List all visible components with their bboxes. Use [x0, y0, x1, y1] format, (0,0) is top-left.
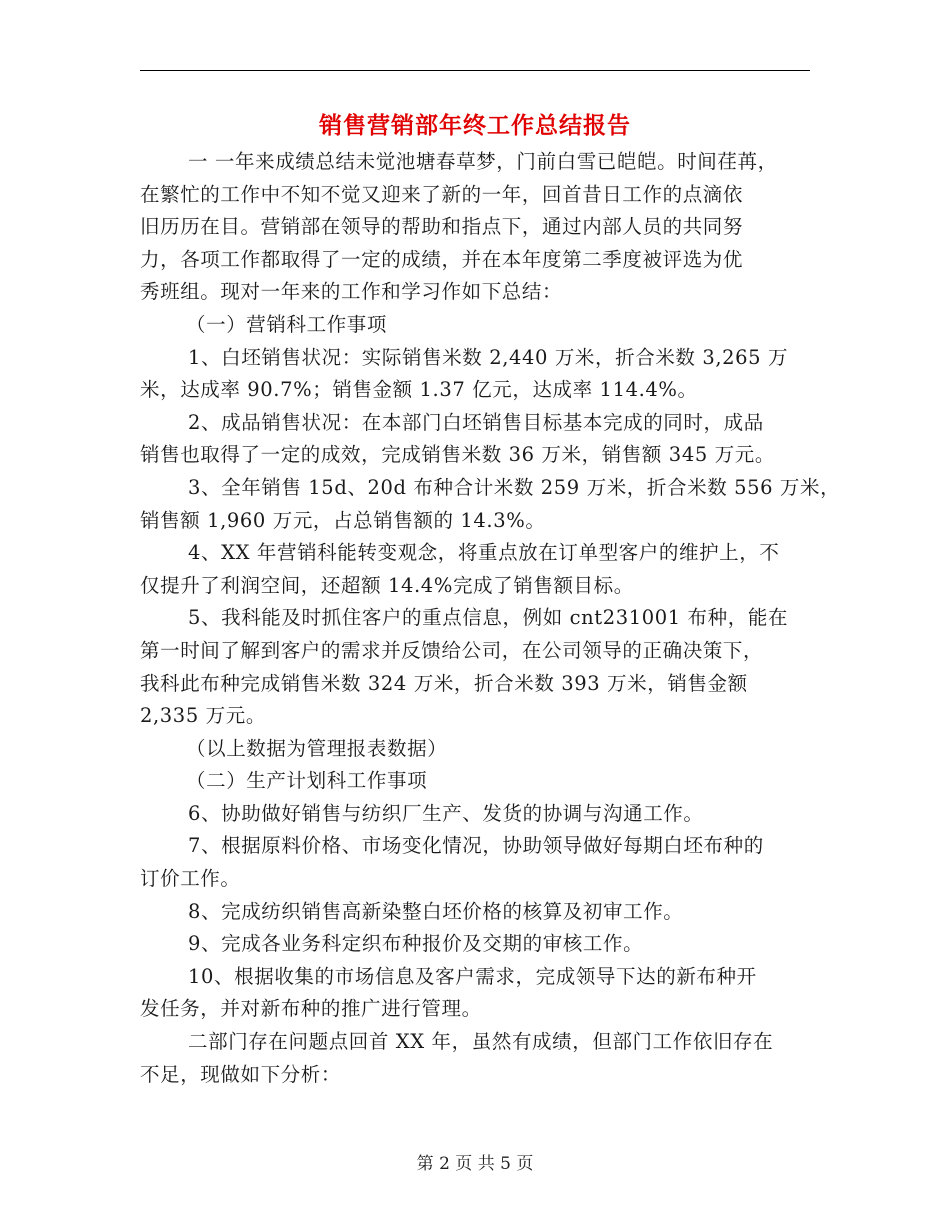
- body-line: 一 一年来成绩总结未觉池塘春草梦，门前白雪已皑皑。时间荏苒，: [188, 150, 778, 173]
- body-line: 4、XX 年营销科能转变观念，将重点放在订单型客户的维护上，不: [188, 541, 780, 565]
- body-line: （二）生产计划科工作事项: [186, 769, 428, 793]
- body-line: 8、完成纺织销售高新染整白坯价格的核算及初审工作。: [188, 899, 684, 923]
- body-line: 我科此布种完成销售米数 324 万米，折合米数 393 万米，销售金额: [140, 671, 748, 695]
- body-line: 秀班组。现对一年来的工作和学习作如下总结：: [140, 280, 563, 304]
- body-line: 2、成品销售状况：在本部门白坯销售目标基本完成的同时，成品: [188, 410, 764, 434]
- body-line: 发任务，并对新布种的推广进行管理。: [140, 997, 482, 1021]
- body-line: 不足，现做如下分析：: [140, 1062, 342, 1086]
- body-line: 旧历历在目。营销部在领导的帮助和指点下，通过内部人员的共同努: [140, 215, 744, 239]
- body-line: （以上数据为管理报表数据）: [186, 736, 448, 760]
- body-line: 3、全年销售 15d、20d 布种合计米数 259 万米，折合米数 556 万米，: [188, 475, 841, 499]
- body-line: 5、我科能及时抓住客户的重点信息，例如 cnt231001 布种，能在: [188, 606, 789, 630]
- page-number-footer: 第 2 页 共 5 页: [416, 1154, 534, 1174]
- document-title: 销售营销部年终工作总结报告: [319, 113, 631, 139]
- body-line: 二部门存在问题点回首 XX 年，虽然有成绩，但部门工作依旧存在: [188, 1030, 774, 1054]
- body-line: 6、协助做好销售与纺织厂生产、发货的协调与沟通工作。: [188, 801, 704, 825]
- body-line: 销售也取得了一定的成效，完成销售米数 36 万米，销售额 345 万元。: [140, 443, 775, 467]
- body-line: （一）营销科工作事项: [186, 312, 388, 336]
- body-line: 订价工作。: [140, 867, 241, 891]
- document-body: [140, 146, 841, 1091]
- body-line: 9、完成各业务科定织布种报价及交期的审核工作。: [188, 932, 644, 956]
- body-line: 仅提升了利润空间，还超额 14.4%完成了销售额目标。: [140, 573, 634, 597]
- body-line: 销售额 1,960 万元，占总销售额的 14.3%。: [140, 508, 546, 532]
- body-line: 米，达成率 90.7%；销售金额 1.37 亿元，达成率 114.4%。: [140, 378, 698, 402]
- body-line: 力，各项工作都取得了一定的成绩，并在本年度第二季度被评选为优: [140, 247, 744, 271]
- body-line: 10、根据收集的市场信息及客户需求，完成领导下达的新布种开: [188, 964, 757, 988]
- header-rule: [140, 70, 810, 71]
- body-line: 2,335 万元。: [140, 704, 266, 728]
- body-line: 1、白坯销售状况：实际销售米数 2,440 万米，折合米数 3,265 万: [188, 345, 789, 369]
- body-line: 在繁忙的工作中不知不觉又迎来了新的一年，回首昔日工作的点滴依: [140, 182, 744, 206]
- body-line: 第一时间了解到客户的需求并反馈给公司，在公司领导的正确决策下，: [140, 638, 764, 662]
- body-line: 7、根据原料价格、市场变化情况，协助领导做好每期白坯布种的: [188, 834, 764, 858]
